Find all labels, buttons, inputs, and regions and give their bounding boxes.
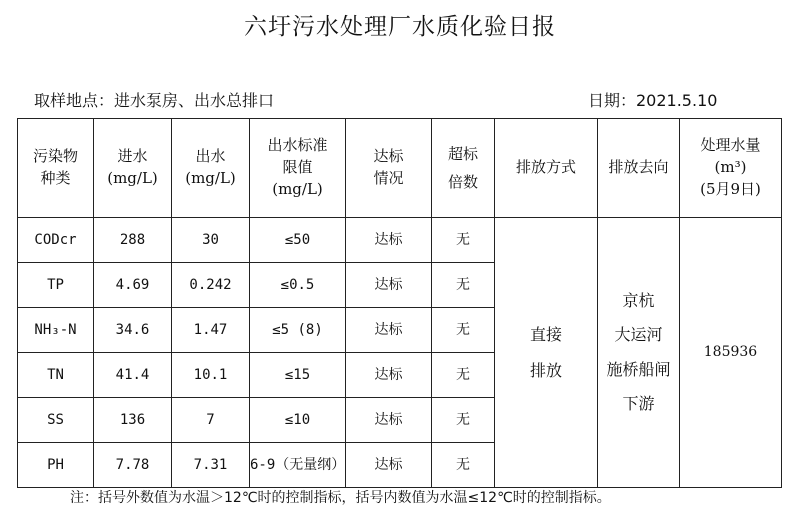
discharge-method-cell: 直接 排放 <box>495 218 598 488</box>
header-volume: 处理水量 (m³) (5月9日) <box>680 119 782 218</box>
limit-value: 6-9（无量纲） <box>250 443 346 488</box>
status-value: 达标 <box>346 353 432 398</box>
report-title: 六圩污水处理厂水质化验日报 <box>244 14 556 40</box>
sampling-location: 取样地点：进水泵房、出水总排口 <box>34 91 275 110</box>
header-discharge-destination: 排放去向 <box>598 119 680 218</box>
header-effluent: 出水 (mg/L) <box>172 119 250 218</box>
exceed-value: 无 <box>432 308 495 353</box>
effluent-value: 7.31 <box>172 443 250 488</box>
header-limit: 出水标准 限值 (mg/L) <box>250 119 346 218</box>
table-row <box>18 218 782 263</box>
influent-value: 288 <box>94 218 172 263</box>
effluent-value: 0.242 <box>172 263 250 308</box>
limit-value: ≤5 (8) <box>250 308 346 353</box>
footnote: 注：括号外数值为水温＞12℃时的控制指标，括号内数值为水温≤12℃时的控制指标。 <box>70 490 611 506</box>
exceed-value: 无 <box>432 218 495 263</box>
header-row <box>18 119 782 218</box>
effluent-value: 7 <box>172 398 250 443</box>
limit-value: ≤50 <box>250 218 346 263</box>
influent-value: 136 <box>94 398 172 443</box>
status-value: 达标 <box>346 218 432 263</box>
header-discharge-method: 排放方式 <box>495 119 598 218</box>
pollutant-name: TP <box>18 263 94 308</box>
limit-value: ≤0.5 <box>250 263 346 308</box>
pollutant-name: TN <box>18 353 94 398</box>
report-date: 日期：2021.5.10 <box>588 91 718 110</box>
discharge-destination-cell: 京杭 大运河 施桥船闸 下游 <box>598 218 680 488</box>
limit-value: ≤15 <box>250 353 346 398</box>
header-exceed: 超标 倍数 <box>432 119 495 218</box>
influent-value: 41.4 <box>94 353 172 398</box>
influent-value: 34.6 <box>94 308 172 353</box>
influent-value: 4.69 <box>94 263 172 308</box>
status-value: 达标 <box>346 398 432 443</box>
status-value: 达标 <box>346 443 432 488</box>
exceed-value: 无 <box>432 263 495 308</box>
exceed-value: 无 <box>432 443 495 488</box>
exceed-value: 无 <box>432 353 495 398</box>
effluent-value: 30 <box>172 218 250 263</box>
limit-value: ≤10 <box>250 398 346 443</box>
pollutant-name: CODcr <box>18 218 94 263</box>
header-pollutant: 污染物 种类 <box>18 119 94 218</box>
exceed-value: 无 <box>432 398 495 443</box>
pollutant-name: SS <box>18 398 94 443</box>
header-influent: 进水 (mg/L) <box>94 119 172 218</box>
effluent-value: 10.1 <box>172 353 250 398</box>
pollutant-name: NH₃-N <box>18 308 94 353</box>
status-value: 达标 <box>346 308 432 353</box>
water-quality-table <box>17 118 782 488</box>
status-value: 达标 <box>346 263 432 308</box>
effluent-value: 1.47 <box>172 308 250 353</box>
influent-value: 7.78 <box>94 443 172 488</box>
header-status: 达标 情况 <box>346 119 432 218</box>
pollutant-name: PH <box>18 443 94 488</box>
treated-volume: 185936 <box>680 218 782 488</box>
